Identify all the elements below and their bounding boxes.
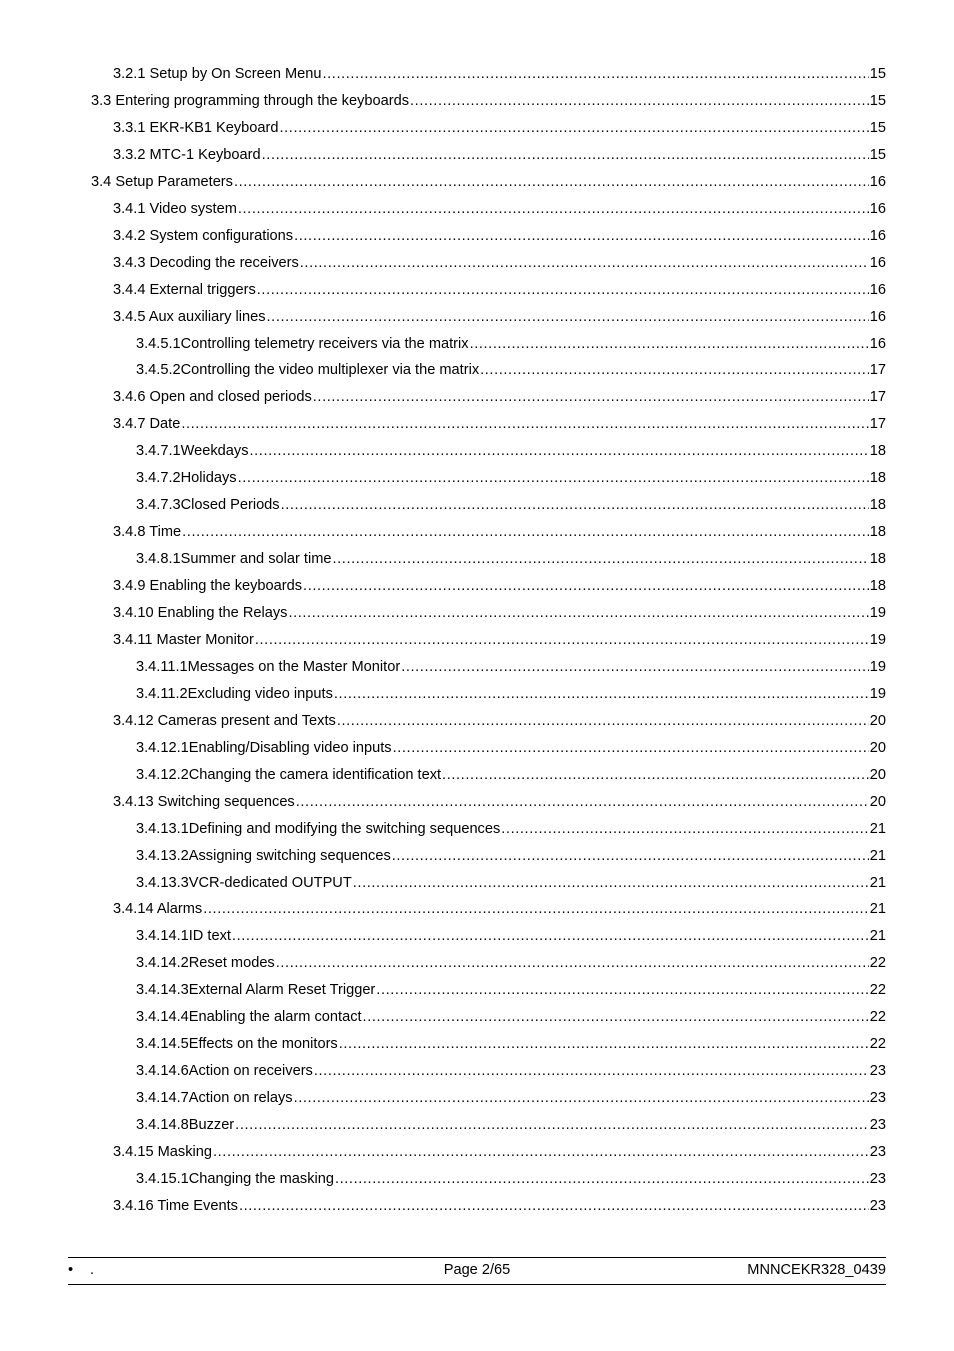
toc-entry[interactable]	[113, 791, 886, 813]
toc-entry-title: 3.4.13.3VCR-dedicated OUTPUT	[136, 874, 352, 891]
toc-dot-leader	[323, 63, 869, 85]
toc-entry[interactable]	[136, 440, 886, 462]
toc-entry-title: 3.4.3 Decoding the receivers	[113, 254, 299, 271]
toc-entry[interactable]	[136, 872, 886, 894]
toc-entry-title: 3.4.14.3External Alarm Reset Trigger	[136, 982, 376, 999]
toc-dot-leader	[276, 952, 869, 974]
toc-entry[interactable]	[113, 1195, 886, 1217]
toc-entry[interactable]	[136, 656, 886, 678]
toc-dot-leader	[267, 306, 869, 328]
toc-entry-page: 23	[869, 1170, 886, 1187]
toc-dot-leader	[182, 521, 869, 543]
toc-dot-leader	[401, 656, 869, 678]
toc-entry-title: 3.4.13.2Assigning switching sequences	[136, 847, 391, 864]
toc-entry[interactable]	[113, 198, 886, 220]
toc-dot-leader	[480, 359, 869, 381]
toc-dot-leader	[181, 413, 868, 435]
toc-entry[interactable]	[136, 1006, 886, 1028]
toc-entry-page: 17	[869, 389, 886, 406]
footer-bullet: •	[68, 1262, 74, 1278]
toc-entry-title: 3.4.13.1Defining and modifying the switching sequences	[136, 820, 501, 837]
toc-dot-leader	[334, 683, 869, 705]
toc-entry-title: 3.4.14.6Action on receivers	[136, 1063, 313, 1080]
toc-dot-leader	[239, 1195, 869, 1217]
toc-entry-page: 22	[869, 1036, 886, 1053]
toc-entry-page: 20	[869, 766, 886, 783]
toc-entry[interactable]	[136, 1168, 886, 1190]
toc-entry[interactable]	[136, 952, 886, 974]
toc-entry-title: 3.4.14.4Enabling the alarm contact	[136, 1009, 362, 1026]
toc-entry-title: 3.2.1 Setup by On Screen Menu	[113, 66, 322, 82]
toc-entry-page: 23	[869, 1063, 886, 1080]
toc-entry-page: 18	[869, 524, 886, 541]
toc-entry-page: 18	[869, 551, 886, 568]
toc-dot-leader	[313, 386, 869, 408]
toc-entry[interactable]	[136, 1114, 886, 1136]
toc-entry-page: 21	[869, 901, 886, 918]
toc-entry[interactable]	[136, 845, 886, 867]
footer-dot: .	[90, 1262, 95, 1278]
toc-entry[interactable]	[91, 90, 886, 112]
toc-entry[interactable]	[113, 225, 886, 247]
toc-dot-leader	[392, 845, 869, 867]
toc-dot-leader	[234, 171, 869, 193]
toc-entry[interactable]	[136, 1060, 886, 1082]
toc-entry-title: 3.3 Entering programming through the keyboards	[91, 92, 410, 109]
toc-entry[interactable]	[136, 764, 886, 786]
toc-entry-page: 21	[869, 928, 886, 945]
toc-dot-leader	[470, 333, 869, 355]
toc-entry-title: 3.4.6 Open and closed periods	[113, 389, 312, 406]
toc-dot-leader	[281, 494, 869, 516]
toc-entry-page: 21	[869, 847, 886, 864]
toc-dot-leader	[303, 575, 869, 597]
toc-entry-page: 16	[869, 227, 886, 244]
toc-entry-page: 20	[869, 793, 886, 810]
toc-entry[interactable]	[113, 710, 886, 732]
toc-entry[interactable]	[113, 521, 886, 543]
toc-entry-title: 3.4.5.2Controlling the video multiplexer via the matrix	[136, 362, 480, 379]
toc-entry-title: 3.4.7.2Holidays	[136, 470, 237, 487]
toc-dot-leader	[332, 548, 868, 570]
toc-entry[interactable]	[136, 683, 886, 705]
toc-entry[interactable]	[113, 575, 886, 597]
toc-dot-leader	[296, 791, 869, 813]
toc-entry[interactable]	[113, 117, 886, 139]
toc-entry[interactable]	[113, 413, 886, 435]
toc-dot-leader	[294, 1087, 869, 1109]
toc-dot-leader	[393, 737, 869, 759]
toc-entry-page: 16	[869, 281, 886, 298]
document-code: MNNCEKR328_0439	[747, 1262, 886, 1278]
toc-entry[interactable]	[136, 333, 886, 355]
toc-entry-page: 15	[869, 66, 886, 82]
toc-entry-page: 15	[869, 146, 886, 163]
toc-dot-leader	[501, 818, 868, 840]
toc-dot-leader	[203, 898, 869, 920]
toc-entry-page: 18	[869, 443, 886, 460]
toc-entry-title: 3.4.8 Time	[113, 524, 182, 541]
toc-dot-leader	[288, 602, 868, 624]
toc-entry-page: 21	[869, 874, 886, 891]
toc-entry[interactable]	[113, 63, 886, 85]
toc-entry-title: 3.4.14.2Reset modes	[136, 955, 275, 972]
toc-entry[interactable]	[136, 925, 886, 947]
toc-entry-page: 22	[869, 955, 886, 972]
toc-entry-page: 18	[869, 578, 886, 595]
toc-dot-leader	[255, 629, 869, 651]
toc-entry-page: 15	[869, 119, 886, 136]
toc-dot-leader	[238, 198, 869, 220]
toc-dot-leader	[257, 279, 869, 301]
toc-entry-page: 16	[869, 335, 886, 352]
toc-entry-title: 3.4.7.3Closed Periods	[136, 497, 280, 514]
toc-entry[interactable]	[113, 386, 886, 408]
toc-entry-page: 15	[869, 92, 886, 109]
toc-entry-title: 3.4.15 Masking	[113, 1144, 212, 1160]
toc-entry-title: 3.4.9 Enabling the keyboards	[113, 578, 303, 595]
toc-entry-page: 23	[869, 1117, 886, 1134]
toc-entry-title: 3.4.12.2Changing the camera identification text	[136, 766, 442, 783]
toc-entry-title: 3.4.11 Master Monitor	[113, 631, 254, 648]
toc-entry-page: 19	[869, 658, 886, 675]
toc-entry-page: 17	[869, 416, 886, 433]
toc-entry[interactable]	[136, 548, 886, 570]
toc-dot-leader	[250, 440, 869, 462]
toc-entry-title: 3.4.5 Aux auxiliary lines	[113, 308, 266, 325]
toc-dot-leader	[314, 1060, 869, 1082]
toc-entry-title: 3.4.16 Time Events	[113, 1197, 238, 1214]
toc-dot-leader	[410, 90, 869, 112]
toc-entry[interactable]	[91, 171, 886, 193]
toc-entry-title: 3.3.1 EKR-KB1 Keyboard	[113, 119, 279, 136]
toc-entry-page: 22	[869, 1009, 886, 1026]
toc-dot-leader	[442, 764, 869, 786]
toc-entry-page: 16	[869, 254, 886, 271]
toc-entry[interactable]	[113, 898, 886, 920]
toc-entry[interactable]	[113, 144, 886, 166]
toc-entry-title: 3.4.1 Video system	[113, 200, 237, 217]
toc-entry-title: 3.4.14.8Buzzer	[136, 1117, 235, 1134]
toc-dot-leader	[213, 1141, 869, 1163]
toc-entry-title: 3.4.11.2Excluding video inputs	[136, 685, 333, 702]
toc-entry-page: 20	[869, 739, 886, 756]
toc-dot-leader	[339, 1033, 869, 1055]
toc-entry-page: 21	[869, 820, 886, 837]
toc-entry-title: 3.4.12.1Enabling/Disabling video inputs	[136, 739, 392, 756]
toc-entry-page: 18	[869, 470, 886, 487]
toc-entry-title: 3.4.13 Switching sequences	[113, 793, 295, 810]
toc-entry[interactable]	[113, 279, 886, 301]
toc-entry-title: 3.4.8.1Summer and solar time	[136, 551, 332, 568]
toc-entry-page: 16	[869, 200, 886, 217]
toc-entry[interactable]	[136, 737, 886, 759]
toc-entry-title: 3.4.12 Cameras present and Texts	[113, 712, 336, 729]
toc-dot-leader	[232, 925, 869, 947]
toc-dot-leader	[294, 225, 869, 247]
toc-dot-leader	[280, 117, 869, 139]
toc-entry-title: 3.4.10 Enabling the Relays	[113, 605, 288, 621]
toc-entry-title: 3.4.4 External triggers	[113, 281, 256, 298]
toc-entry-page: 22	[869, 982, 886, 999]
toc-entry-page: 16	[869, 173, 886, 190]
toc-entry[interactable]	[136, 1033, 886, 1055]
toc-entry-title: 3.4.11.1Messages on the Master Monitor	[136, 658, 401, 675]
toc-entry-title: 3.4.15.1Changing the masking	[136, 1170, 334, 1187]
toc-dot-leader	[337, 710, 869, 732]
toc-entry[interactable]	[113, 629, 886, 651]
toc-entry-page: 19	[869, 605, 886, 621]
toc-dot-leader	[238, 467, 869, 489]
page-number: Page 2/65	[443, 1262, 511, 1278]
toc-entry[interactable]	[136, 1087, 886, 1109]
toc-entry[interactable]	[136, 818, 886, 840]
toc-entry-title: 3.4.14.5Effects on the monitors	[136, 1036, 338, 1053]
toc-entry-title: 3.4.5.1Controlling telemetry receivers via the matrix	[136, 335, 469, 352]
toc-dot-leader	[235, 1114, 869, 1136]
toc-entry-page: 20	[869, 712, 886, 729]
toc-entry-title: 3.3.2 MTC-1 Keyboard	[113, 146, 261, 163]
toc-entry-page: 23	[869, 1197, 886, 1214]
toc-entry-page: 19	[869, 631, 886, 648]
toc-entry[interactable]	[136, 359, 886, 381]
toc-dot-leader	[376, 979, 868, 1001]
toc-entry-page: 19	[869, 685, 886, 702]
toc-entry-title: 3.4.14 Alarms	[113, 901, 203, 918]
page-footer	[68, 1257, 886, 1285]
toc-entry-page: 16	[869, 308, 886, 325]
toc-entry[interactable]	[136, 467, 886, 489]
toc-entry[interactable]	[113, 252, 886, 274]
toc-dot-leader	[262, 144, 869, 166]
toc-entry-title: 3.4.14.1ID text	[136, 928, 231, 945]
toc-dot-leader	[363, 1006, 869, 1028]
toc-entry-title: 3.4.14.7Action on relays	[136, 1090, 293, 1107]
toc-entry-title: 3.4.7.1Weekdays	[136, 443, 249, 460]
toc-entry-page: 23	[869, 1090, 886, 1107]
toc-entry-page: 17	[869, 362, 886, 379]
toc-entry[interactable]	[113, 602, 886, 624]
toc-entry[interactable]	[113, 306, 886, 328]
toc-entry[interactable]	[136, 979, 886, 1001]
toc-entry-title: 3.4.2 System configurations	[113, 227, 294, 244]
toc-entry-page: 23	[869, 1144, 886, 1160]
toc-entry-page: 18	[869, 497, 886, 514]
toc-entry-title: 3.4.7 Date	[113, 416, 181, 433]
toc-entry[interactable]	[113, 1141, 886, 1163]
toc-dot-leader	[300, 252, 869, 274]
toc-entry[interactable]	[136, 494, 886, 516]
toc-entry-title: 3.4 Setup Parameters	[91, 173, 233, 190]
toc-dot-leader	[335, 1168, 869, 1190]
toc-dot-leader	[353, 872, 869, 894]
